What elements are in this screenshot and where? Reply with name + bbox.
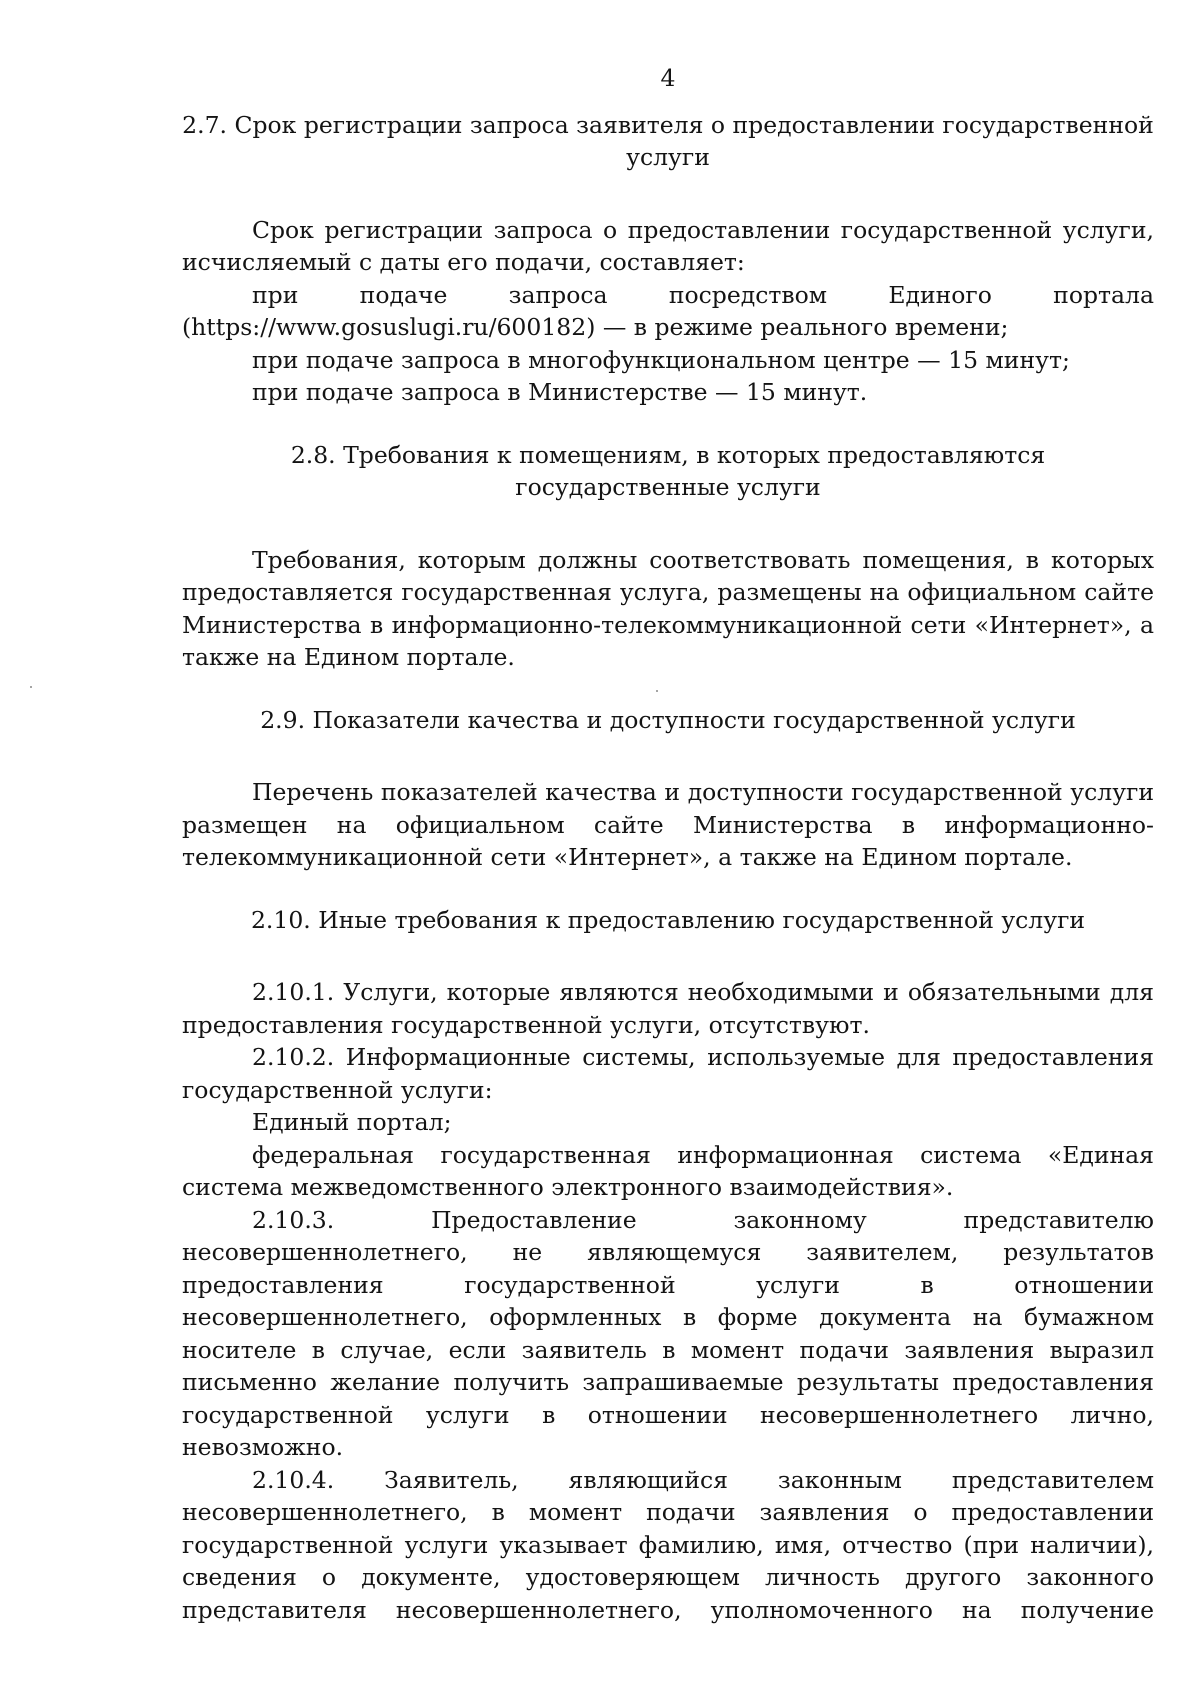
- section-2-10-3-paragraph: 2.10.3. Предоставление законному представителю несовершеннолетнего, не являющемуся заявителем, результатов предоставления государственной услуги в отношении несовершеннолетнего, оформленных в форме документа на бумажном носителе в случае, если заявитель в момент подачи заявления выразил письменно желание получить запрашиваемые результаты предоставления государственной услуги в отношении несовершеннолетнего лично, невозможно.: [182, 1205, 1154, 1461]
- page-number: 4: [660, 64, 676, 92]
- section-2-10-4-paragraph: 2.10.4. Заявитель, являющийся законным представителем несовершеннолетнего, в момент подачи заявления о предоставлении государственной услуги указывает фамилию, имя, отчество (при наличии), сведения о документе, удостоверяющем личность другого законного представителя несовершеннолетнего, уполномоченного на получение: [182, 1465, 1154, 1624]
- scan-speck-mark: [656, 690, 658, 692]
- section-2-10-2-item-smev: федеральная государственная информационная система «Единая система межведомственного электронного взаимодействия».: [182, 1140, 1154, 1201]
- section-2-9-heading: 2.9. Показатели качества и доступности государственной услуги: [260, 705, 1076, 734]
- page-content: [182, 62, 1154, 1626]
- section-2-7-heading: 2.7. Срок регистрации запроса заявителя о предоставлении государственной услуги: [182, 110, 1154, 171]
- section-2-8-paragraph-1: Требования, которым должны соответствовать помещения, в которых предоставляется государственная услуга, размещены на официальном сайте Министерства в информационно-телекоммуникационной сети «Интернет», а также на Едином портале.: [182, 545, 1154, 671]
- section-2-8-heading: 2.8. Требования к помещениям, в которых предоставляются государственные услуги: [290, 440, 1046, 501]
- scan-speck-mark: [30, 686, 32, 688]
- section-2-10-1-paragraph: 2.10.1. Услуги, которые являются необходимыми и обязательными для предоставления государственной услуги, отсутствуют.: [182, 978, 1154, 1039]
- section-2-9-paragraph-1: Перечень показателей качества и доступности государственной услуги размещен на официальном сайте Министерства в информационно-телекоммуникационной сети «Интернет», а также на Едином портале.: [182, 778, 1154, 871]
- section-2-10-heading: 2.10. Иные требования к предоставлению государственной услуги: [250, 905, 1086, 934]
- section-2-10-2-item-portal: Единый портал;: [252, 1108, 452, 1136]
- section-2-10-2-paragraph: 2.10.2. Информационные системы, используемые для предоставления государственной услуги:: [182, 1043, 1154, 1104]
- section-2-7-paragraph-4: при подаче запроса в Министерстве — 15 минут.: [252, 378, 868, 406]
- section-2-7-paragraph-3: при подаче запроса в многофункциональном центре — 15 минут;: [252, 345, 1070, 374]
- section-2-7-paragraph-2: при подаче запроса посредством Единого портала (https://www.gosuslugi.ru/600182) — в режиме реального времени;: [182, 280, 1154, 341]
- section-2-7-paragraph-1: Срок регистрации запроса о предоставлении государственной услуги, исчисляемый с даты его подачи, составляет:: [182, 215, 1154, 276]
